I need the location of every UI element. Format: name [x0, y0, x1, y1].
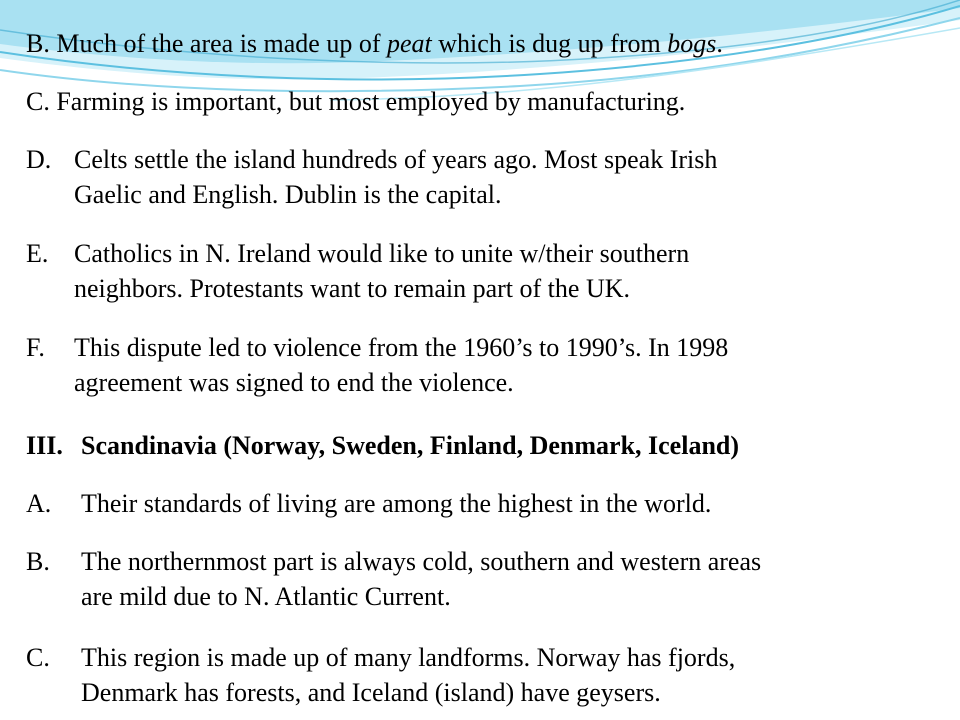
item-marker: A. [26, 489, 52, 518]
item-marker: F. [26, 333, 45, 362]
item-line-2: are mild due to N. Atlantic Current. [81, 582, 451, 611]
item-marker: E. [26, 239, 49, 268]
item-emphasis-peat: peat [387, 29, 432, 58]
item-e-catholics [26, 236, 946, 306]
item-line-1: Catholics in N. Ireland would like to unite w/their southern [74, 239, 690, 268]
item-line-1: This dispute led to violence from the 1960’s to 1990’s. In 1998 [74, 333, 729, 362]
item-line-2: agreement was signed to end the violence. [74, 368, 514, 397]
item-text: Farming is important, but most employed by manufacturing. [56, 87, 686, 116]
item-f-dispute [26, 330, 946, 400]
item-line-1: The northernmost part is always cold, southern and western areas [81, 547, 762, 576]
section-title: Scandinavia (Norway, Sweden, Finland, Denmark, Iceland) [81, 431, 740, 460]
section-heading-scandinavia [26, 428, 946, 463]
item-line-2: Gaelic and English. Dublin is the capital. [74, 180, 502, 209]
item-text-pre: Much of the area is made up of [56, 29, 388, 58]
item-marker: B. [26, 29, 50, 58]
item-text-post: . [716, 29, 723, 58]
item-c-landforms [26, 640, 946, 710]
item-a-standards [26, 486, 946, 521]
item-c-farming [26, 84, 946, 119]
item-line-2: neighbors. Protestants want to remain part of the UK. [74, 274, 630, 303]
item-marker: C. [26, 643, 50, 672]
section-marker: III. [26, 431, 63, 460]
item-marker: D. [26, 145, 52, 174]
item-text: Their standards of living are among the highest in the world. [81, 489, 712, 518]
item-line-1: Celts settle the island hundreds of years ago. Most speak Irish [74, 145, 718, 174]
item-b-peat [26, 26, 946, 61]
item-b-climate [26, 544, 946, 614]
item-line-2: Denmark has forests, and Iceland (island) have geysers. [81, 678, 661, 707]
item-d-celts [26, 142, 946, 212]
item-emphasis-bogs: bogs [667, 29, 717, 58]
item-line-1: This region is made up of many landforms. Norway has fjords, [81, 643, 736, 672]
item-text-mid: which is dug up from [431, 29, 668, 58]
item-marker: C. [26, 87, 50, 116]
item-marker: B. [26, 547, 50, 576]
